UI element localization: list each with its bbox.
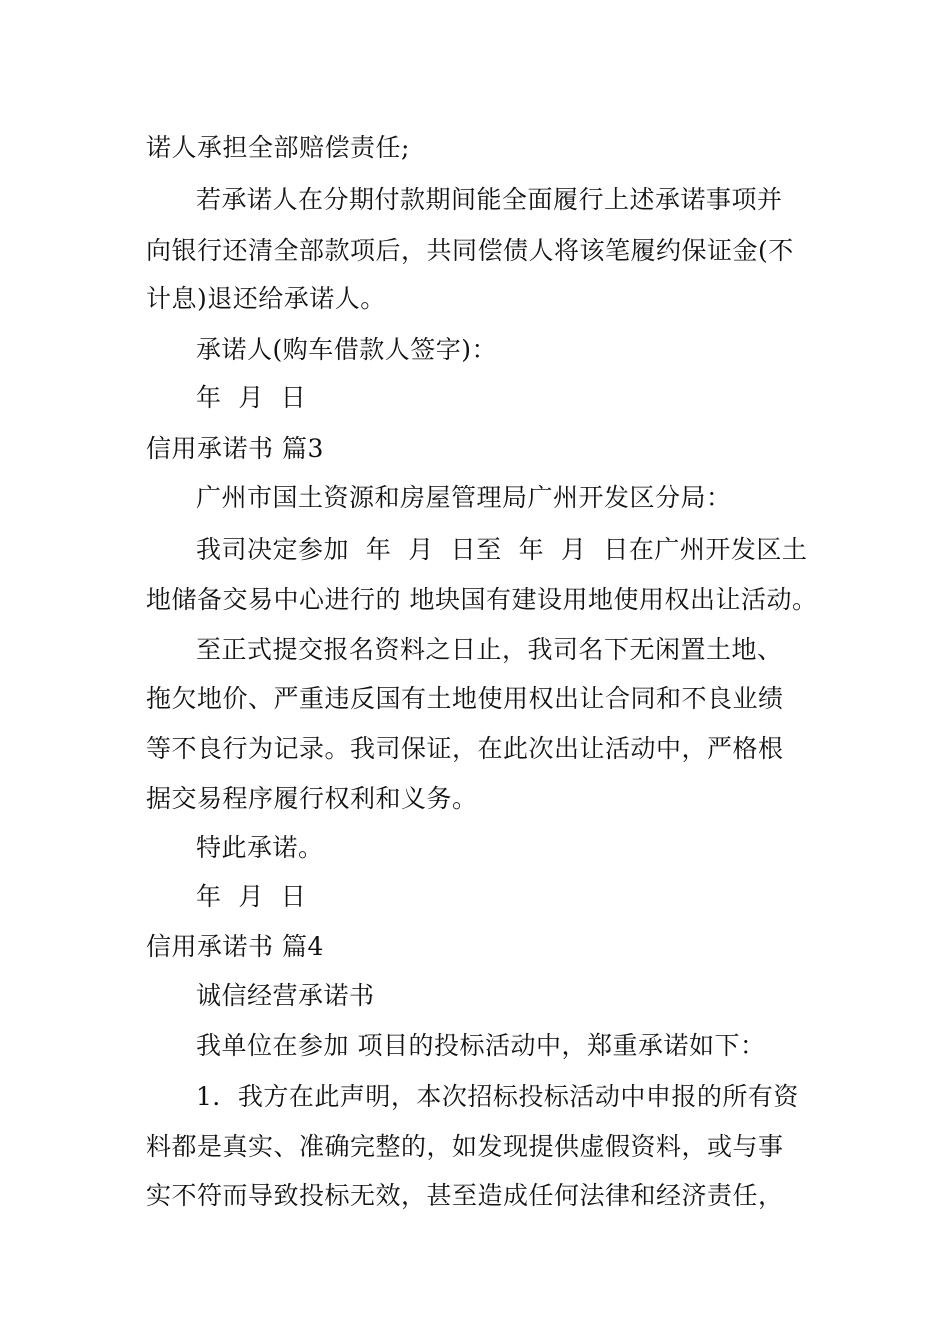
paragraph-line: 等不良行为记录。我司保证，在此次出让活动中，严格根 — [146, 734, 784, 763]
date-line: 年 月 日 — [196, 383, 307, 412]
paragraph-line: 1．我方在此声明，本次招标投标活动中申报的所有资 — [196, 1082, 799, 1111]
paragraph-line: 我司决定参加 年 月 日至 年 月 日在广州开发区土 — [196, 535, 808, 564]
paragraph-line: 地储备交易中心进行的 地块国有建设用地使用权出让活动。 — [146, 585, 818, 614]
paragraph-line: 至正式提交报名资料之日止，我司名下无闲置土地、 — [196, 635, 783, 664]
paragraph-line: 据交易程序履行权利和义务。 — [146, 784, 478, 813]
paragraph-line: 若承诺人在分期付款期间能全面履行上述承诺事项并 — [196, 185, 783, 214]
paragraph-line: 特此承诺。 — [196, 833, 324, 862]
paragraph-line: 向银行还清全部款项后，共同偿债人将该笔履约保证金(不 — [146, 236, 794, 265]
paragraph-line: 实不符而导致投标无效，甚至造成任何法律和经济责任， — [146, 1181, 784, 1210]
paragraph-line: 诚信经营承诺书 — [196, 981, 375, 1010]
paragraph-line: 承诺人(购车借款人签字)： — [196, 335, 498, 364]
paragraph-line: 拖欠地价、严重违反国有土地使用权出让合同和不良业绩 — [146, 684, 784, 713]
section-heading: 信用承诺书 篇3 — [146, 434, 324, 463]
paragraph-line: 我单位在参加 项目的投标活动中，郑重承诺如下： — [196, 1031, 766, 1060]
paragraph-line: 诺人承担全部赔偿责任; — [146, 133, 410, 162]
section-heading: 信用承诺书 篇4 — [146, 932, 324, 961]
paragraph-line: 料都是真实、准确完整的，如发现提供虚假资料，或与事 — [146, 1132, 784, 1161]
paragraph-line: 计息)退还给承诺人。 — [146, 284, 386, 313]
paragraph-line: 广州市国土资源和房屋管理局广州开发区分局： — [196, 483, 732, 512]
date-line: 年 月 日 — [196, 882, 307, 911]
